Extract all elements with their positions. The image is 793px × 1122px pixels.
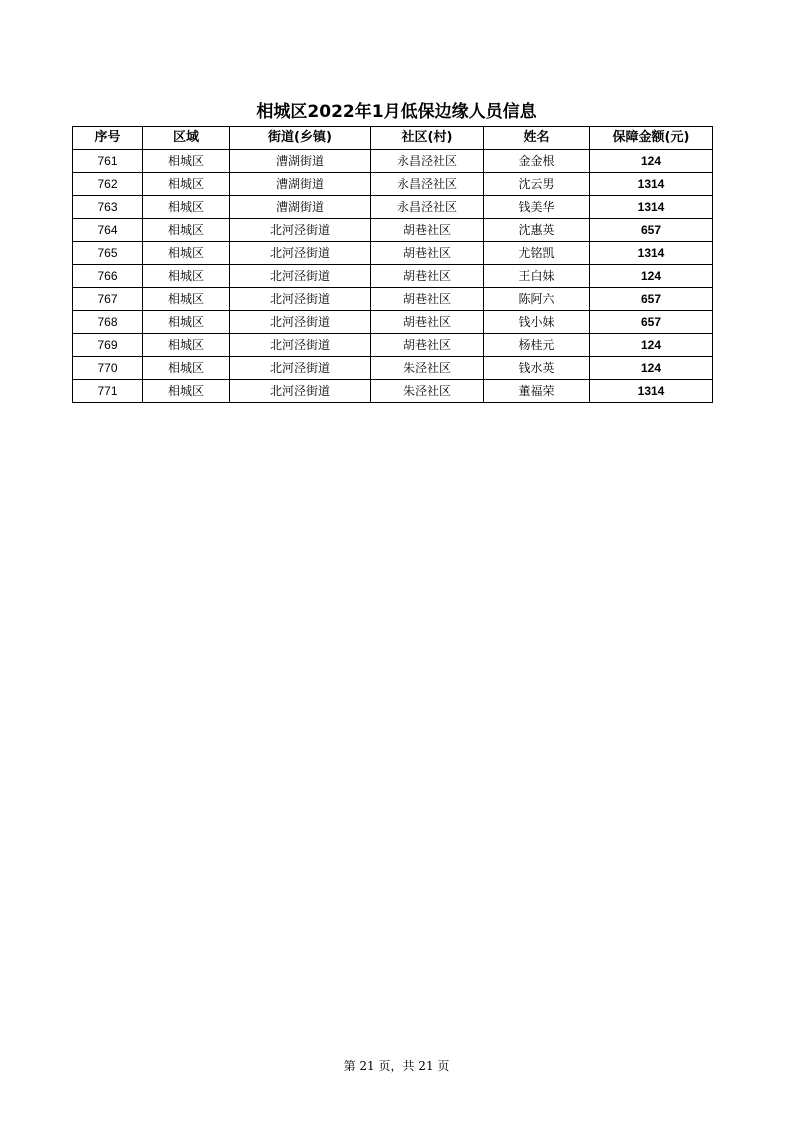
- recipients-table: [72, 126, 713, 403]
- table-row: [73, 265, 713, 288]
- cell-community: 朱泾社区: [371, 357, 484, 380]
- cell-index: 762: [73, 173, 143, 196]
- cell-district: 相城区: [143, 380, 230, 403]
- cell-district: 相城区: [143, 196, 230, 219]
- cell-index: 765: [73, 242, 143, 265]
- cell-street: 北河泾街道: [230, 311, 371, 334]
- cell-community: 胡巷社区: [371, 311, 484, 334]
- cell-street: 北河泾街道: [230, 357, 371, 380]
- cell-amount: 657: [590, 288, 713, 311]
- table-row: [73, 196, 713, 219]
- cell-street: 北河泾街道: [230, 334, 371, 357]
- table-row: [73, 219, 713, 242]
- cell-index: 764: [73, 219, 143, 242]
- cell-street: 漕湖街道: [230, 173, 371, 196]
- cell-index: 770: [73, 357, 143, 380]
- cell-community: 胡巷社区: [371, 242, 484, 265]
- table-row: [73, 334, 713, 357]
- table-row: [73, 288, 713, 311]
- cell-amount: 1314: [590, 196, 713, 219]
- cell-amount: 124: [590, 357, 713, 380]
- cell-name: 王白妹: [484, 265, 590, 288]
- cell-community: 朱泾社区: [371, 380, 484, 403]
- cell-name: 钱美华: [484, 196, 590, 219]
- cell-amount: 657: [590, 311, 713, 334]
- table-row: [73, 357, 713, 380]
- cell-street: 漕湖街道: [230, 150, 371, 173]
- cell-amount: 1314: [590, 380, 713, 403]
- cell-index: 767: [73, 288, 143, 311]
- cell-name: 金金根: [484, 150, 590, 173]
- header-street: 街道(乡镇): [230, 127, 371, 150]
- cell-street: 漕湖街道: [230, 196, 371, 219]
- table-header-row: [73, 127, 713, 150]
- header-name: 姓名: [484, 127, 590, 150]
- header-community: 社区(村): [371, 127, 484, 150]
- cell-district: 相城区: [143, 219, 230, 242]
- cell-district: 相城区: [143, 288, 230, 311]
- table-row: [73, 380, 713, 403]
- cell-name: 陈阿六: [484, 288, 590, 311]
- cell-index: 763: [73, 196, 143, 219]
- cell-street: 北河泾街道: [230, 380, 371, 403]
- header-index: 序号: [73, 127, 143, 150]
- cell-community: 胡巷社区: [371, 219, 484, 242]
- cell-community: 永昌泾社区: [371, 150, 484, 173]
- cell-amount: 657: [590, 219, 713, 242]
- table-row: [73, 242, 713, 265]
- cell-index: 761: [73, 150, 143, 173]
- cell-community: 胡巷社区: [371, 265, 484, 288]
- cell-amount: 124: [590, 150, 713, 173]
- cell-street: 北河泾街道: [230, 219, 371, 242]
- cell-name: 沈云男: [484, 173, 590, 196]
- cell-district: 相城区: [143, 242, 230, 265]
- cell-name: 尤铭凯: [484, 242, 590, 265]
- cell-community: 胡巷社区: [371, 334, 484, 357]
- document-title: 相城区2022年1月低保边缘人员信息: [256, 102, 537, 122]
- cell-district: 相城区: [143, 334, 230, 357]
- table-row: [73, 173, 713, 196]
- cell-index: 771: [73, 380, 143, 403]
- cell-amount: 1314: [590, 173, 713, 196]
- cell-community: 胡巷社区: [371, 288, 484, 311]
- cell-community: 永昌泾社区: [371, 173, 484, 196]
- cell-index: 766: [73, 265, 143, 288]
- cell-community: 永昌泾社区: [371, 196, 484, 219]
- table-body: [73, 150, 713, 403]
- cell-district: 相城区: [143, 173, 230, 196]
- cell-amount: 124: [590, 334, 713, 357]
- cell-name: 钱小妹: [484, 311, 590, 334]
- header-district: 区域: [143, 127, 230, 150]
- header-amount: 保障金额(元): [590, 127, 713, 150]
- cell-name: 钱水英: [484, 357, 590, 380]
- cell-index: 768: [73, 311, 143, 334]
- cell-amount: 1314: [590, 242, 713, 265]
- cell-name: 杨桂元: [484, 334, 590, 357]
- cell-street: 北河泾街道: [230, 265, 371, 288]
- cell-name: 董福荣: [484, 380, 590, 403]
- cell-name: 沈惠英: [484, 219, 590, 242]
- page-number: 第 21 页，共 21 页: [343, 1059, 450, 1073]
- cell-street: 北河泾街道: [230, 242, 371, 265]
- table-row: [73, 150, 713, 173]
- cell-district: 相城区: [143, 150, 230, 173]
- cell-district: 相城区: [143, 311, 230, 334]
- table-row: [73, 311, 713, 334]
- cell-amount: 124: [590, 265, 713, 288]
- cell-index: 769: [73, 334, 143, 357]
- cell-street: 北河泾街道: [230, 288, 371, 311]
- cell-district: 相城区: [143, 265, 230, 288]
- cell-district: 相城区: [143, 357, 230, 380]
